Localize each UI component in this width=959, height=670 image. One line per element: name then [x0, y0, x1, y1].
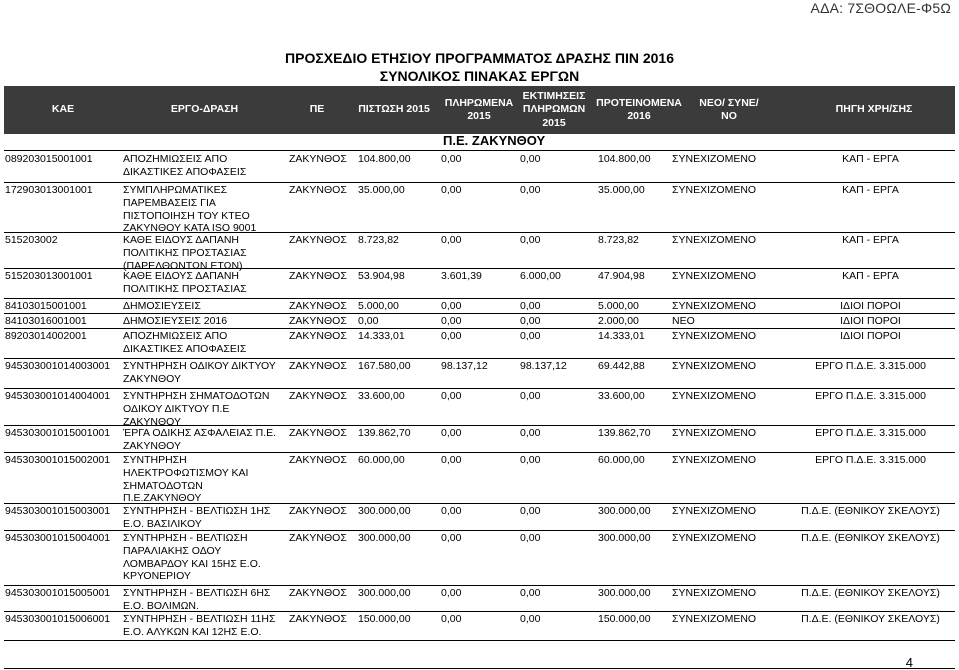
page-bottom-rule [4, 668, 955, 669]
row-neo: ΣΥΝΕΧΙΖΟΜΕΝΟ [672, 532, 757, 544]
row-ektimiseis: 0,00 [520, 427, 541, 439]
row-pistosi: 300.000,00 [358, 587, 411, 599]
row-plirwmena: 0,00 [441, 532, 462, 544]
row-pistosi: 139.862,70 [358, 427, 411, 439]
row-kae: 84103016001001 [5, 315, 87, 327]
table-row [4, 611, 955, 641]
row-kae: 945303001014003001 [5, 360, 111, 372]
header-ektimiseis: ΕΚΤΙΜΗΣΕΙΣ ΠΛΗΡΩΜΩΝ 2015 [522, 90, 586, 129]
table-row [4, 452, 955, 504]
row-ektimiseis: 0,00 [520, 505, 541, 517]
row-ektimiseis: 6.000,00 [520, 270, 561, 282]
row-kae: 515203002 [5, 234, 58, 246]
ada-watermark: ΑΔΑ: 7ΣΘΟΩΛΕ-Φ5Ω [810, 0, 951, 16]
row-kae: 89203014002001 [5, 330, 87, 342]
row-pe: ΖΑΚΥΝΘΟΣ [289, 587, 347, 599]
row-pigi: ΙΔΙΟΙ ΠΟΡΟΙ [840, 330, 901, 342]
document-subtitle: ΣΥΝΟΛΙΚΟΣ ΠΙΝΑΚΑΣ ΕΡΓΩΝ [379, 68, 580, 84]
row-pigi: ΕΡΓΟ Π.Δ.Ε. 3.315.000 [815, 390, 926, 402]
row-pe: ΖΑΚΥΝΘΟΣ [289, 234, 347, 246]
row-neo: ΝΕΟ [672, 315, 695, 327]
row-plirwmena: 0,00 [441, 184, 462, 196]
row-plirwmena: 0,00 [441, 390, 462, 402]
table-header [4, 86, 955, 134]
row-pe: ΖΑΚΥΝΘΟΣ [289, 315, 347, 327]
row-pistosi: 14.333,01 [358, 330, 405, 342]
row-ergo: ΑΠΟΖΗΜΙΩΣΕΙΣ ΑΠΟ ΔΙΚΑΣΤΙΚΕΣ ΑΠΟΦΑΣΕΙΣ [123, 330, 247, 355]
row-ektimiseis: 0,00 [520, 300, 541, 312]
header-ergo: ΕΡΓΟ-ΔΡΑΣΗ [170, 103, 239, 116]
row-pe: ΖΑΚΥΝΘΟΣ [289, 613, 347, 625]
row-ergo: ΣΥΝΤΗΡΗΣΗ - ΒΕΛΤΙΩΣΗ 6ΗΣ Ε.Ο. ΒΟΛΙΜΩΝ. [123, 587, 271, 612]
row-plirwmena: 98.137,12 [441, 360, 488, 372]
row-kae: 945303001015004001 [5, 532, 111, 544]
table-row [4, 268, 955, 299]
row-proteinomena: 35.000,00 [598, 184, 645, 196]
row-ektimiseis: 0,00 [520, 234, 541, 246]
row-pigi: ΚΑΠ - ΕΡΓΑ [842, 184, 899, 196]
row-ergo: ΚΑΘΕ ΕΙΔΟΥΣ ΔΑΠΑΝΗ ΠΟΛΙΤΙΚΗΣ ΠΡΟΣΤΑΣΙΑΣ (ΠΑΡΕΛΘΟΝΤΩΝ ΕΤΩΝ) [123, 234, 247, 272]
row-proteinomena: 300.000,00 [598, 505, 651, 517]
row-neo: ΣΥΝΕΧΙΖΟΜΕΝΟ [672, 390, 757, 402]
row-proteinomena: 8.723,82 [598, 234, 639, 246]
row-kae: 089203015001001 [5, 153, 93, 165]
header-neo: ΝΕΟ/ ΣΥΝΕ/ΝΟ [699, 96, 759, 122]
row-plirwmena: 0,00 [441, 505, 462, 517]
row-pistosi: 35.000,00 [358, 184, 405, 196]
header-kae: ΚΑΕ [51, 103, 75, 116]
row-proteinomena: 14.333,01 [598, 330, 645, 342]
row-pe: ΖΑΚΥΝΘΟΣ [289, 300, 347, 312]
row-pe: ΖΑΚΥΝΘΟΣ [289, 427, 347, 439]
row-pe: ΖΑΚΥΝΘΟΣ [289, 390, 347, 402]
table-row [4, 530, 955, 586]
row-pistosi: 104.800,00 [358, 153, 411, 165]
row-plirwmena: 3.601,39 [441, 270, 482, 282]
header-proteinomena: ΠΡΟΤΕΙΝΟΜΕΝΑ 2016 [596, 96, 682, 122]
row-pe: ΖΑΚΥΝΘΟΣ [289, 360, 347, 372]
row-pistosi: 0,00 [358, 315, 379, 327]
row-proteinomena: 47.904,98 [598, 270, 645, 282]
row-kae: 945303001015005001 [5, 587, 111, 599]
row-pigi: Π.Δ.Ε. (ΕΘΝΙΚΟΥ ΣΚΕΛΟΥΣ) [801, 613, 940, 625]
row-pe: ΖΑΚΥΝΘΟΣ [289, 153, 347, 165]
row-kae: 172903013001001 [5, 184, 93, 196]
row-plirwmena: 0,00 [441, 427, 462, 439]
row-neo: ΣΥΝΕΧΙΖΟΜΕΝΟ [672, 234, 757, 246]
row-kae: 945303001014004001 [5, 390, 111, 402]
row-neo: ΣΥΝΕΧΙΖΟΜΕΝΟ [672, 427, 757, 439]
row-pistosi: 53.904,98 [358, 270, 405, 282]
row-plirwmena: 0,00 [441, 613, 462, 625]
row-neo: ΣΥΝΕΧΙΖΟΜΕΝΟ [672, 153, 757, 165]
row-pigi: ΚΑΠ - ΕΡΓΑ [842, 270, 899, 282]
row-pe: ΖΑΚΥΝΘΟΣ [289, 330, 347, 342]
row-neo: ΣΥΝΕΧΙΖΟΜΕΝΟ [672, 587, 757, 599]
row-pistosi: 60.000,00 [358, 454, 405, 466]
row-pigi: ΕΡΓΟ Π.Δ.Ε. 3.315.000 [815, 360, 926, 372]
header-pe: ΠΕ [309, 103, 325, 116]
row-ergo: ΑΠΟΖΗΜΙΩΣΕΙΣ ΑΠΟ ΔΙΚΑΣΤΙΚΕΣ ΑΠΟΦΑΣΕΙΣ [123, 153, 247, 178]
row-pigi: ΙΔΙΟΙ ΠΟΡΟΙ [840, 315, 901, 327]
page-number: 4 [905, 655, 913, 670]
row-pistosi: 167.580,00 [358, 360, 411, 372]
row-proteinomena: 33.600,00 [598, 390, 645, 402]
row-proteinomena: 2.000,00 [598, 315, 639, 327]
row-plirwmena: 0,00 [441, 330, 462, 342]
row-pe: ΖΑΚΥΝΘΟΣ [289, 270, 347, 282]
row-neo: ΣΥΝΕΧΙΖΟΜΕΝΟ [672, 454, 757, 466]
row-ektimiseis: 0,00 [520, 532, 541, 544]
header-pistosi: ΠΙΣΤΩΣΗ 2015 [358, 103, 430, 116]
row-kae: 945303001015001001 [5, 427, 111, 439]
table-row [4, 298, 955, 314]
table-row [4, 151, 955, 183]
row-pe: ΖΑΚΥΝΘΟΣ [289, 184, 347, 196]
row-ektimiseis: 0,00 [520, 390, 541, 402]
table-row [4, 313, 955, 329]
table-row [4, 232, 955, 272]
row-neo: ΣΥΝΕΧΙΖΟΜΕΝΟ [672, 184, 757, 196]
row-ektimiseis: 0,00 [520, 613, 541, 625]
row-pistosi: 150.000,00 [358, 613, 411, 625]
row-kae: 945303001015002001 [5, 454, 111, 466]
header-pigi: ΠΗΓΗ ΧΡΗ/ΣΗΣ [835, 103, 913, 116]
row-proteinomena: 5.000,00 [598, 300, 639, 312]
row-kae: 84103015001001 [5, 300, 87, 312]
section-subtitle: Π.Ε. ΖΑΚΥΝΘΟΥ [443, 133, 546, 148]
row-ergo: ΔΗΜΟΣΙΕΥΣΕΙΣ 2016 [123, 315, 228, 327]
row-pistosi: 8.723,82 [358, 234, 399, 246]
row-neo: ΣΥΝΕΧΙΖΟΜΕΝΟ [672, 270, 757, 282]
table-row [4, 388, 955, 426]
row-ergo: ΣΥΝΤΗΡΗΣΗ - ΒΕΛΤΙΩΣΗ 1ΗΣ Ε.Ο. ΒΑΣΙΛΙΚΟΥ [123, 505, 271, 530]
row-ergo: ΣΥΝΤΗΡΗΣΗ - ΒΕΛΤΙΩΣΗ 11ΗΣ Ε.Ο. ΑΛΥΚΩΝ ΚΑΙ 12ΗΣ Ε.Ο. [123, 613, 276, 638]
row-proteinomena: 300.000,00 [598, 587, 651, 599]
row-pistosi: 33.600,00 [358, 390, 405, 402]
row-ergo: ΣΥΝΤΗΡΗΣΗ ΣΗΜΑΤΟΔΟΤΩΝ ΟΔΙΚΟΥ ΔΙΚΤΥΟΥ Π.Ε ΖΑΚΥΝΘΟΥ [123, 390, 270, 428]
row-pigi: ΙΔΙΟΙ ΠΟΡΟΙ [840, 300, 901, 312]
row-ergo: ΔΗΜΟΣΙΕΥΣΕΙΣ [123, 300, 201, 312]
row-pigi: Π.Δ.Ε. (ΕΘΝΙΚΟΥ ΣΚΕΛΟΥΣ) [801, 532, 940, 544]
row-proteinomena: 300.000,00 [598, 532, 651, 544]
table-row [4, 503, 955, 531]
row-pe: ΖΑΚΥΝΘΟΣ [289, 505, 347, 517]
row-pe: ΖΑΚΥΝΘΟΣ [289, 454, 347, 466]
row-plirwmena: 0,00 [441, 315, 462, 327]
header-plirwmena: ΠΛΗΡΩΜΕΝΑ 2015 [444, 96, 514, 122]
table-row [4, 328, 955, 359]
row-kae: 515203013001001 [5, 270, 93, 282]
row-plirwmena: 0,00 [441, 234, 462, 246]
row-plirwmena: 0,00 [441, 587, 462, 599]
row-ergo: ΣΥΜΠΛΗΡΩΜΑΤΙΚΕΣ ΠΑΡΕΜΒΑΣΕΙΣ ΓΙΑ ΠΙΣΤΟΠΟΙΗΣΗ ΤΟΥ ΚΤΕΟ ΖΑΚΥΝΘΟΥ ΚΑΤΑ ISO 9001 [123, 184, 257, 235]
row-ektimiseis: 0,00 [520, 153, 541, 165]
row-ektimiseis: 0,00 [520, 184, 541, 196]
row-pistosi: 300.000,00 [358, 505, 411, 517]
row-proteinomena: 150.000,00 [598, 613, 651, 625]
row-neo: ΣΥΝΕΧΙΖΟΜΕΝΟ [672, 300, 757, 312]
table-row [4, 425, 955, 453]
row-pigi: ΚΑΠ - ΕΡΓΑ [842, 153, 899, 165]
row-ergo: ΣΥΝΤΗΡΗΣΗ ΟΔΙΚΟΥ ΔΙΚΤΥΟΥ ΖΑΚΥΝΘΟΥ [123, 360, 276, 385]
row-pigi: ΚΑΠ - ΕΡΓΑ [842, 234, 899, 246]
row-pigi: Π.Δ.Ε. (ΕΘΝΙΚΟΥ ΣΚΕΛΟΥΣ) [801, 505, 940, 517]
row-ergo: ΚΑΘΕ ΕΙΔΟΥΣ ΔΑΠΑΝΗ ΠΟΛΙΤΙΚΗΣ ΠΡΟΣΤΑΣΙΑΣ [123, 270, 247, 295]
row-pe: ΖΑΚΥΝΘΟΣ [289, 532, 347, 544]
row-pigi: Π.Δ.Ε. (ΕΘΝΙΚΟΥ ΣΚΕΛΟΥΣ) [801, 587, 940, 599]
row-proteinomena: 60.000,00 [598, 454, 645, 466]
row-ektimiseis: 0,00 [520, 454, 541, 466]
row-pigi: ΕΡΓΟ Π.Δ.Ε. 3.315.000 [815, 427, 926, 439]
row-kae: 945303001015006001 [5, 613, 111, 625]
row-pigi: ΕΡΓΟ Π.Δ.Ε. 3.315.000 [815, 454, 926, 466]
table-row [4, 182, 955, 233]
row-ergo: ΈΡΓΑ ΟΔΙΚΗΣ ΑΣΦΑΛΕΙΑΣ Π.Ε. ΖΑΚΥΝΘΟΥ [123, 427, 277, 452]
row-pistosi: 300.000,00 [358, 532, 411, 544]
row-ektimiseis: 0,00 [520, 330, 541, 342]
row-proteinomena: 69.442,88 [598, 360, 645, 372]
row-neo: ΣΥΝΕΧΙΖΟΜΕΝΟ [672, 505, 757, 517]
row-ergo: ΣΥΝΤΗΡΗΣΗ ΗΛΕΚΤΡΟΦΩΤΙΣΜΟΥ ΚΑΙ ΣΗΜΑΤΟΔΟΤΩΝ Π.Ε.ΖΑΚΥΝΘΟΥ [123, 454, 249, 505]
row-proteinomena: 139.862,70 [598, 427, 651, 439]
row-proteinomena: 104.800,00 [598, 153, 651, 165]
table-row [4, 358, 955, 389]
row-plirwmena: 0,00 [441, 300, 462, 312]
row-ergo: ΣΥΝΤΗΡΗΣΗ - ΒΕΛΤΙΩΣΗ ΠΑΡΑΛΙΑΚΗΣ ΟΔΟΥ ΛΟΜΒΑΡΔΟΥ ΚΑΙ 15ΗΣ Ε.Ο. ΚΡΥΟΝΕΡΙΟΥ [123, 532, 261, 583]
row-pistosi: 5.000,00 [358, 300, 399, 312]
row-ektimiseis: 98.137,12 [520, 360, 567, 372]
row-plirwmena: 0,00 [441, 153, 462, 165]
row-ektimiseis: 0,00 [520, 587, 541, 599]
table-row [4, 585, 955, 612]
row-plirwmena: 0,00 [441, 454, 462, 466]
row-ektimiseis: 0,00 [520, 315, 541, 327]
row-neo: ΣΥΝΕΧΙΖΟΜΕΝΟ [672, 360, 757, 372]
row-neo: ΣΥΝΕΧΙΖΟΜΕΝΟ [672, 330, 757, 342]
row-kae: 945303001015003001 [5, 505, 111, 517]
document-title: ΠΡΟΣΧΕΔΙΟ ΕΤΗΣΙΟΥ ΠΡΟΓΡΑΜΜΑΤΟΣ ΔΡΑΣΗΣ ΠΙΝ 2016 [285, 50, 674, 66]
row-neo: ΣΥΝΕΧΙΖΟΜΕΝΟ [672, 613, 757, 625]
